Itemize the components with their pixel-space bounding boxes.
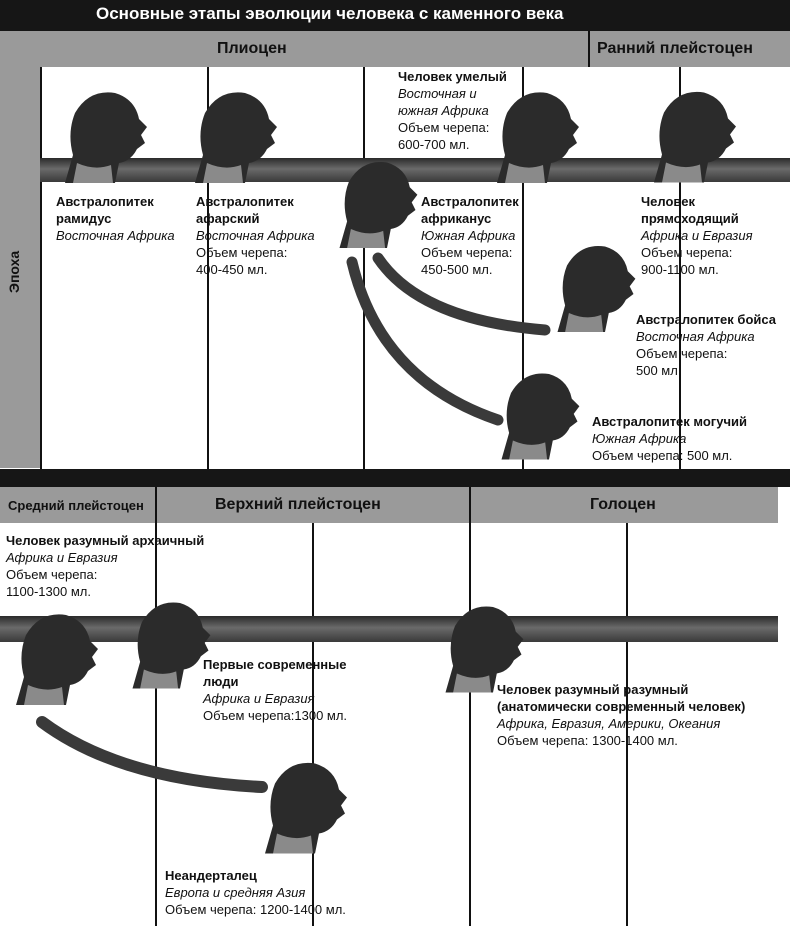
species-name: Человек xyxy=(641,194,695,209)
epoch-holocene: Голоцен xyxy=(590,496,656,513)
species-name: Австралопитек бойса xyxy=(636,312,776,327)
species-region: Африка и Евразия xyxy=(203,691,315,706)
skull-volume: Объем черепа: 1300-1400 мл. xyxy=(497,733,678,748)
skull-volume: Объем черепа: xyxy=(398,120,490,135)
archaic-head-illustration xyxy=(6,600,106,710)
skull-volume: 900-1100 мл. xyxy=(641,262,719,277)
lineage-curve xyxy=(352,262,498,420)
species-region: Восточная Африка xyxy=(196,228,315,243)
species-name: рамидус xyxy=(56,211,112,226)
species-region: Южная Африка xyxy=(421,228,516,243)
species-name: люди xyxy=(203,674,239,689)
species-name: Первые современные xyxy=(203,657,347,672)
species-name: африканус xyxy=(421,211,492,226)
skull-volume: Объем черепа: 500 мл. xyxy=(592,448,733,463)
epoch-early-pleistocene: Ранний плейстоцен xyxy=(597,40,753,57)
boisei-head-illustration xyxy=(548,232,643,337)
species-name: Австралопитек xyxy=(56,194,154,209)
species-name: прямоходящий xyxy=(641,211,739,226)
species-region: Восточная и xyxy=(398,86,477,101)
epoch-middle-pleistocene: Средний плейстоцен xyxy=(8,498,144,513)
species-name: Человек умелый xyxy=(398,69,507,84)
skull-volume: Объем черепа: xyxy=(641,245,733,260)
species-region: Восточная Африка xyxy=(636,329,755,344)
species-neanderthal xyxy=(165,867,346,918)
skull-volume: Объем черепа: xyxy=(6,567,98,582)
species-name: (анатомически современный человек) xyxy=(497,699,746,714)
skull-volume: 600-700 мл. xyxy=(398,137,470,152)
ramidus-head-illustration xyxy=(55,83,155,183)
species-region: Африка, Евразия, Америки, Океания xyxy=(497,716,721,731)
diagram-title: Основные этапы эволюции человека с каменного века xyxy=(96,4,564,23)
epoch-pliocene: Плиоцен xyxy=(217,40,287,57)
species-region: Африка и Евразия xyxy=(6,550,118,565)
robustus-head-illustration xyxy=(492,362,587,462)
erectus-head-illustration xyxy=(644,80,744,185)
skull-volume: 500 мл. xyxy=(636,363,682,378)
species-name: Человек разумный архаичный xyxy=(6,533,205,548)
afarensis-head-illustration xyxy=(185,83,285,183)
species-name: Неандерталец xyxy=(165,868,257,883)
skull-volume: Объем черепа:1300 мл. xyxy=(203,708,348,723)
africanus-head-illustration xyxy=(330,148,425,253)
species-region: южная Африка xyxy=(398,103,489,118)
species-region: Европа и средняя Азия xyxy=(165,885,306,900)
skull-volume: Объем черепа: 1200-1400 мл. xyxy=(165,902,346,917)
species-africanus xyxy=(421,193,519,278)
species-name: Австралопитек могучий xyxy=(592,414,747,429)
skull-volume: Объем черепа: xyxy=(636,346,728,361)
skull-volume: Объем черепа: xyxy=(196,245,288,260)
skull-volume: 400-450 мл. xyxy=(196,262,268,277)
species-first-modern xyxy=(203,656,347,724)
skull-volume: 450-500 мл. xyxy=(421,262,493,277)
species-region: Восточная Африка xyxy=(56,228,175,243)
lineage-curve xyxy=(42,722,262,787)
species-sapiens xyxy=(497,681,745,749)
species-name: афарский xyxy=(196,211,260,226)
species-ramidus xyxy=(56,193,175,244)
species-habilis xyxy=(398,68,507,153)
species-region: Африка и Евразия xyxy=(641,228,753,243)
species-erectus xyxy=(641,193,753,278)
species-name: Австралопитек xyxy=(196,194,294,209)
skull-volume: 1100-1300 мл. xyxy=(6,584,91,599)
species-name: Австралопитек xyxy=(421,194,519,209)
species-region: Южная Африка xyxy=(592,431,687,446)
neanderthal-head-illustration xyxy=(255,746,355,861)
epoch-upper-pleistocene: Верхний плейстоцен xyxy=(215,496,381,513)
species-name: Человек разумный разумный xyxy=(497,682,689,697)
species-archaic xyxy=(6,532,204,600)
skull-volume: Объем черепа: xyxy=(421,245,513,260)
side-era-label: Эпоха xyxy=(6,250,22,293)
species-boisei xyxy=(636,311,776,379)
species-robustus xyxy=(592,413,747,464)
species-afarensis xyxy=(196,193,315,278)
